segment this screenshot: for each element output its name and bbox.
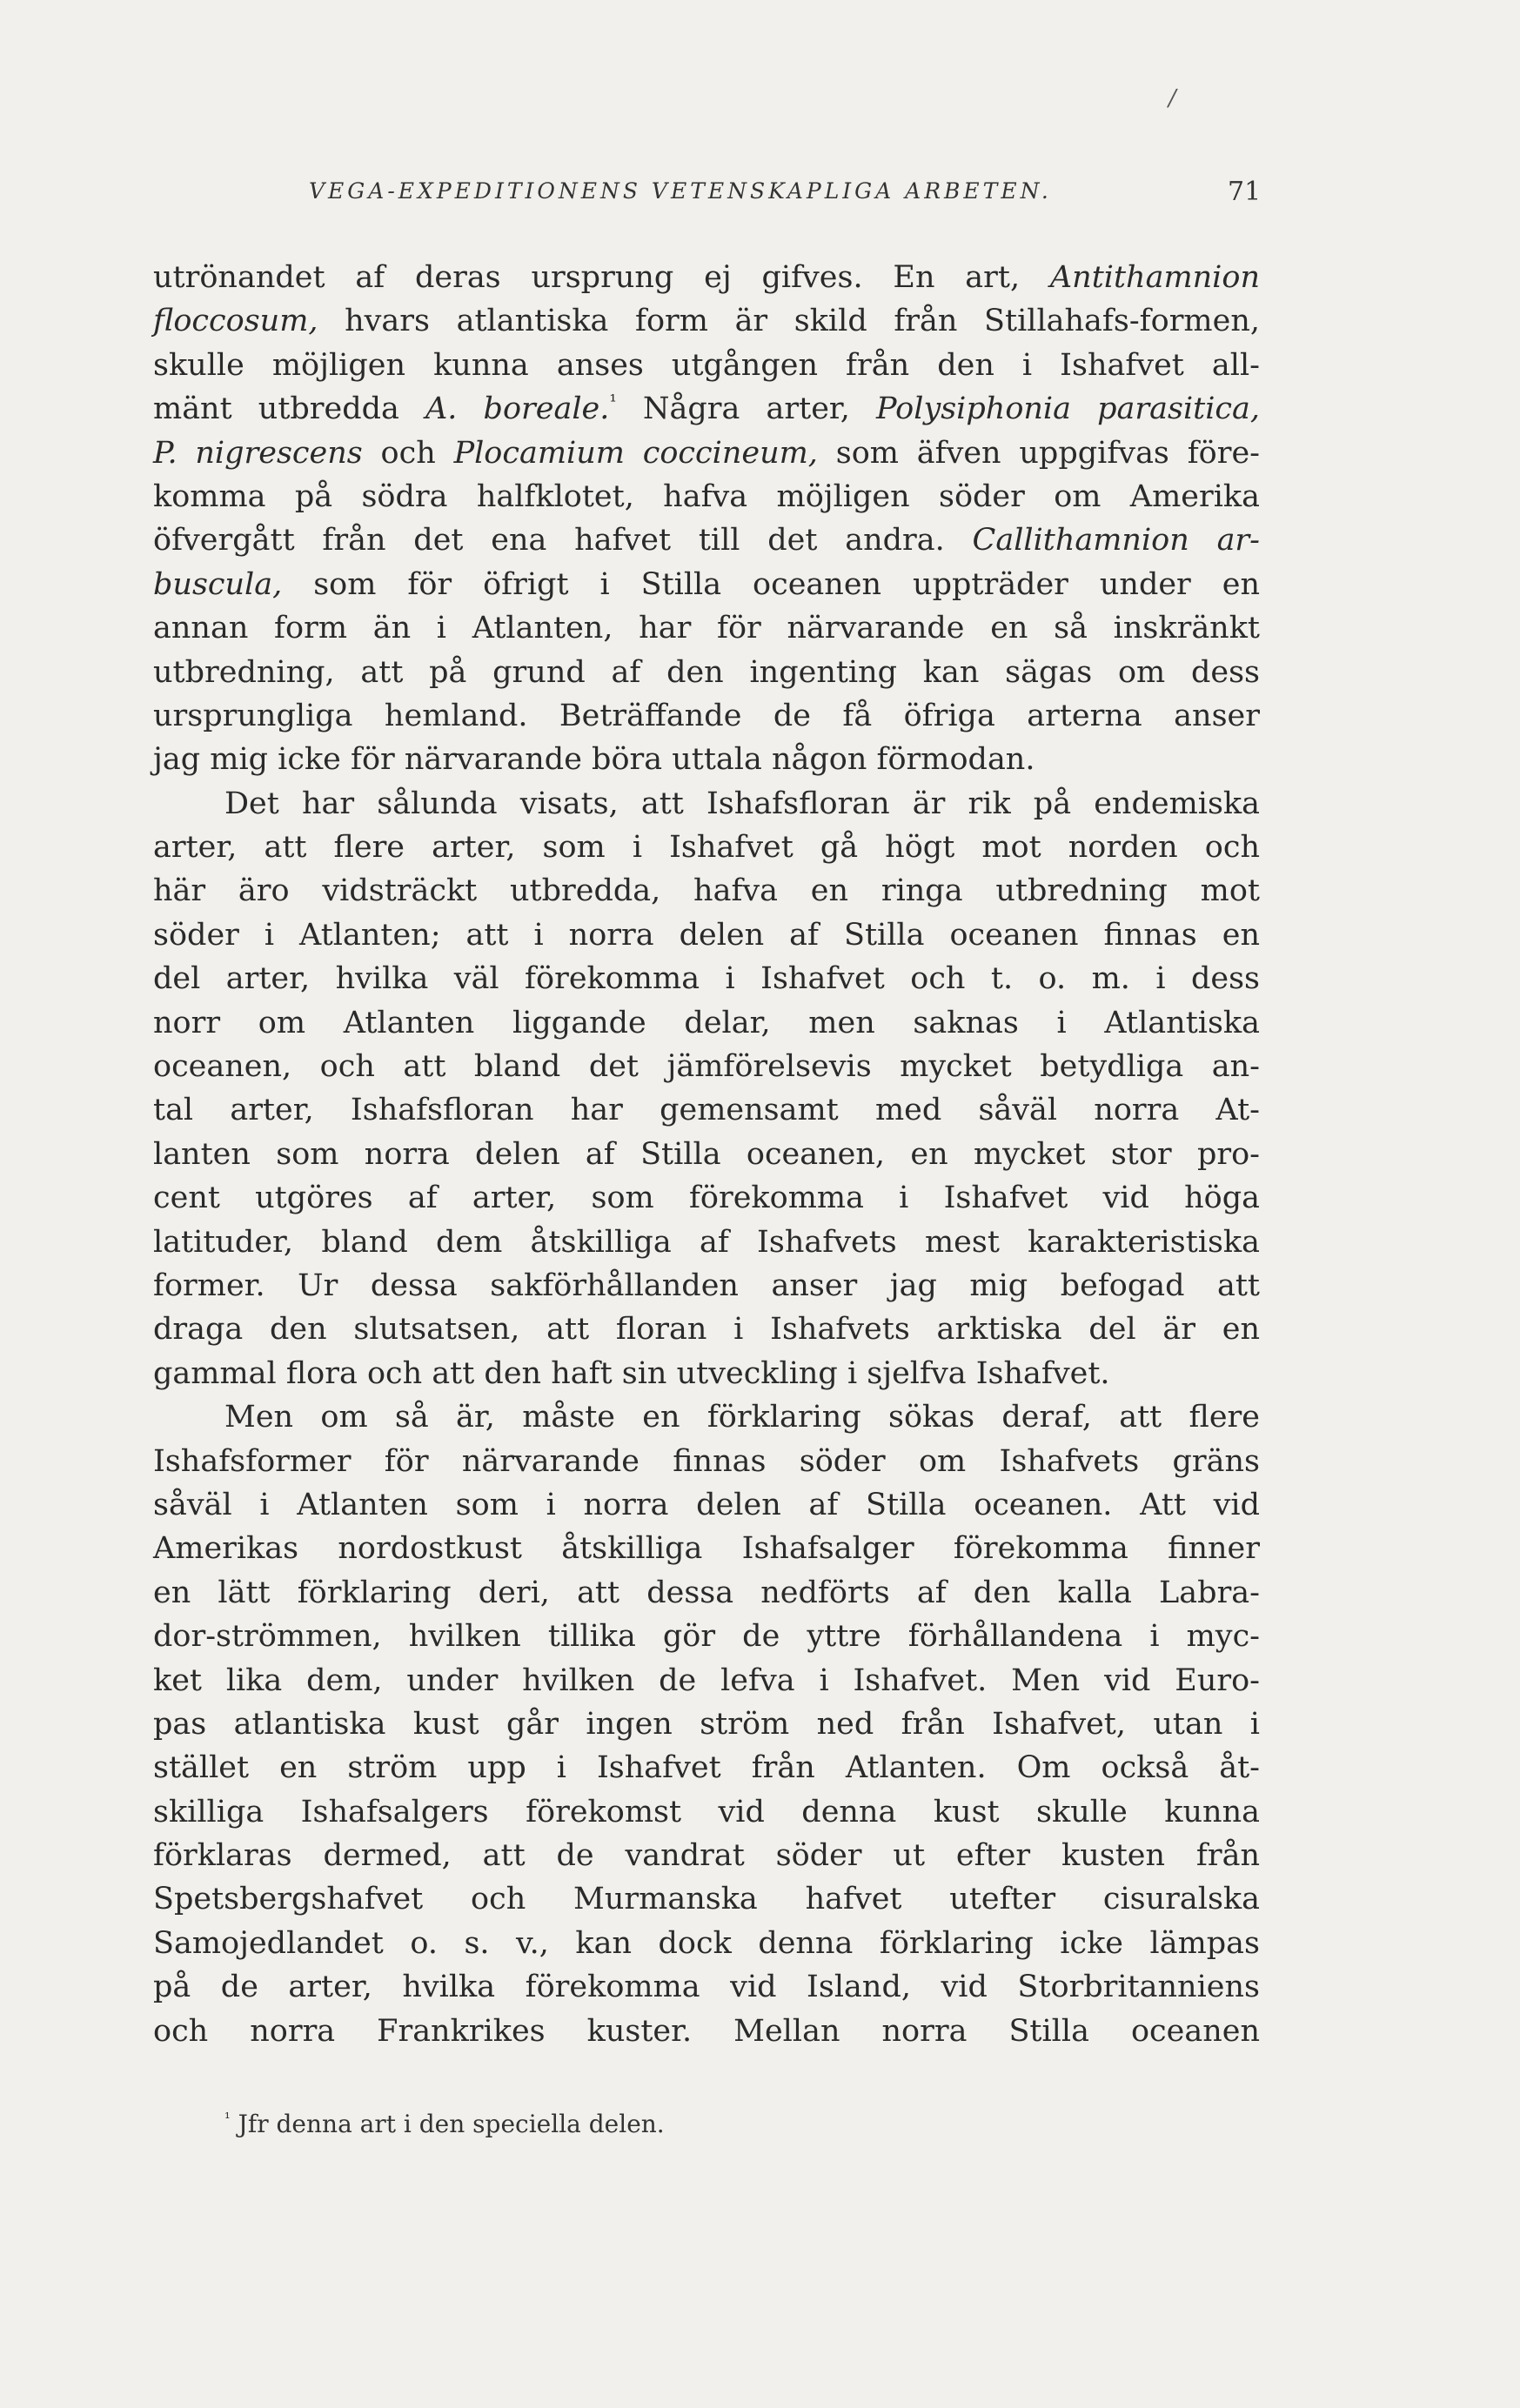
text-line xyxy=(153,475,1260,518)
text-run: gammal flora och att den haft sin utveckling i sjelfva Ishafvet. xyxy=(153,1355,1110,1391)
text-run: och xyxy=(362,435,454,471)
text-run: öfvergått från det ena hafvet till det andra. xyxy=(153,523,973,559)
species-name: Polysiphonia parasitica, xyxy=(876,391,1260,427)
text-line xyxy=(153,826,1260,869)
text-line xyxy=(153,256,1260,299)
species-name: A. boreale. xyxy=(425,391,610,427)
text-run: stället en ström upp i Ishafvet från Atlanten. Om också åt- xyxy=(153,1750,1260,1786)
text-run: en lätt förklaring deri, att dessa nedförts af den kalla Labra- xyxy=(153,1575,1260,1610)
text-line xyxy=(153,1045,1260,1088)
text-run: såväl i Atlanten som i norra delen af Stilla oceanen. Att vid xyxy=(153,1487,1260,1522)
text-run: lanten som norra delen af Stilla oceanen, en mycket stor pro- xyxy=(153,1136,1260,1172)
text-run: draga den slutsatsen, att floran i Ishafvets arktiska del är en xyxy=(153,1312,1260,1348)
text-line xyxy=(153,1264,1260,1308)
text-line xyxy=(153,1922,1260,1965)
text-run: del arter, hvilka väl förekomma i Ishafvet och t. o. m. i dess xyxy=(153,961,1260,997)
text-line xyxy=(153,1483,1260,1527)
text-run: skilliga Ishafsalgers förekomst vid denna kust skulle kunna xyxy=(153,1794,1260,1829)
text-line xyxy=(153,2010,1260,2053)
margin-mark: / xyxy=(1168,85,1176,111)
text-line xyxy=(153,1834,1260,1877)
text-line xyxy=(153,1440,1260,1483)
text-line xyxy=(153,738,1260,781)
text-line xyxy=(153,344,1260,387)
text-line xyxy=(153,1527,1260,1570)
text-line xyxy=(153,1221,1260,1264)
text-line xyxy=(153,651,1260,694)
text-run: Amerikas nordostkust åtskilliga Ishafsalger förekomma finner xyxy=(153,1531,1260,1567)
text-run: här äro vidsträckt utbredda, hafva en ringa utbredning mot xyxy=(153,873,1260,909)
page-number: 71 xyxy=(1228,177,1262,207)
text-run: hvars atlantiska form är skild från Stillahafs-formen, xyxy=(318,304,1260,339)
text-line xyxy=(153,1001,1260,1045)
text-line xyxy=(153,299,1260,343)
species-name: Antithamnion xyxy=(1049,260,1260,295)
text-run: förklaras dermed, att de vandrat söder ut efter kusten från xyxy=(153,1838,1260,1874)
text-run: komma på södra halfklotet, hafva möjligen söder om Amerika xyxy=(153,478,1260,514)
text-run: utbredning, att på grund af den ingenting kan sägas om dess xyxy=(153,654,1260,690)
text-run: Men om så är, måste en förklaring sökas deraf, att flere xyxy=(224,1400,1260,1435)
text-run: latituder, bland dem åtskilliga af Ishafvets mest karakteristiska xyxy=(153,1224,1260,1260)
text-run: jag mig icke för närvarande böra uttala någon förmodan. xyxy=(153,742,1035,778)
text-run: mänt utbredda xyxy=(153,391,426,427)
text-line xyxy=(153,782,1260,826)
text-line xyxy=(153,869,1260,913)
text-run: Spetsbergshafvet och Murmanska hafvet utefter cisuralska xyxy=(153,1882,1260,1917)
text-run: norr om Atlanten liggande delar, men saknas i Atlantiska xyxy=(153,1005,1260,1040)
text-line xyxy=(153,1965,1260,2009)
text-run: ket lika dem, under hvilken de lefva i Ishafvet. Men vid Euro- xyxy=(153,1662,1260,1698)
text-line xyxy=(153,563,1260,606)
text-line xyxy=(153,387,1260,431)
text-line xyxy=(153,606,1260,650)
text-line xyxy=(153,694,1260,738)
text-run: pas atlantiska kust går ingen ström ned från Ishafvet, utan i xyxy=(153,1706,1260,1742)
text-line xyxy=(153,1308,1260,1351)
text-run: söder i Atlanten; att i norra delen af Stilla oceanen finnas en xyxy=(153,917,1260,953)
species-name: P. nigrescens xyxy=(153,435,363,471)
species-name: buscula, xyxy=(153,566,283,602)
footnote-text: Jfr denna art i den speciella delen. xyxy=(230,2110,665,2138)
text-run: Några arter, xyxy=(616,391,877,427)
text-run: skulle möjligen kunna anses utgången från den i Ishafvet all- xyxy=(153,347,1260,383)
text-line xyxy=(153,1659,1260,1702)
text-line xyxy=(153,1702,1260,1746)
text-line xyxy=(153,1615,1260,1658)
text-run: på de arter, hvilka förekomma vid Island, vid Storbritanniens xyxy=(153,1970,1260,2005)
species-name: Plocamium coccineum, xyxy=(453,435,818,471)
text-run: som för öfrigt i Stilla oceanen uppträder under en xyxy=(282,566,1260,602)
text-run: Samojedlandet o. s. v., kan dock denna förklaring icke lämpas xyxy=(153,1925,1260,1961)
text-run: ursprungliga hemland. Beträffande de få öfriga arterna anser xyxy=(153,698,1260,733)
text-line xyxy=(153,1088,1260,1132)
text-line xyxy=(153,913,1260,957)
body-text xyxy=(153,256,1260,2053)
text-run: former. Ur dessa sakförhållanden anser jag mig befogad att xyxy=(153,1268,1260,1303)
text-line xyxy=(153,1352,1260,1395)
text-run: Det har sålunda visats, att Ishafsfloran är rik på endemiska xyxy=(224,786,1260,821)
text-run: annan form än i Atlanten, har för närvarande en så inskränkt xyxy=(153,611,1260,646)
text-line xyxy=(153,1395,1260,1439)
footnote xyxy=(224,2110,665,2138)
text-run: tal arter, Ishafsfloran har gemensamt med såväl norra At- xyxy=(153,1093,1260,1128)
running-head: VEGA-EXPEDITIONENS VETENSKAPLIGA ARBETEN. xyxy=(309,178,1052,204)
text-run: utrönandet af deras ursprung ej gifves. En art, xyxy=(153,260,1050,295)
text-run: oceanen, och att bland det jämförelsevis mycket betydliga an- xyxy=(153,1049,1260,1085)
text-run: och norra Frankrikes kuster. Mellan norra Stilla oceanen xyxy=(153,2013,1260,2049)
text-line xyxy=(153,1133,1260,1176)
text-line xyxy=(153,1746,1260,1789)
text-line xyxy=(153,431,1260,475)
text-run: Ishafsformer för närvarande finnas söder om Ishafvets gräns xyxy=(153,1443,1260,1479)
text-line xyxy=(153,1877,1260,1921)
species-name: floccosum, xyxy=(153,304,318,339)
species-name: Callithamnion ar- xyxy=(972,523,1260,559)
text-line xyxy=(153,518,1260,562)
footnote-marker: ¹ xyxy=(224,2109,231,2127)
text-run: cent utgöres af arter, som förekomma i Ishafvet vid höga xyxy=(153,1181,1260,1216)
text-line xyxy=(153,957,1260,1000)
text-line xyxy=(153,1176,1260,1220)
footnote-ref: ¹ xyxy=(609,391,617,412)
text-run: som äfven uppgifvas före- xyxy=(817,435,1260,471)
text-line xyxy=(153,1571,1260,1615)
text-line xyxy=(153,1790,1260,1834)
text-run: arter, att flere arter, som i Ishafvet gå högt mot norden och xyxy=(153,830,1260,866)
text-run: dor-strömmen, hvilken tillika gör de yttre förhållandena i myc- xyxy=(153,1619,1260,1655)
